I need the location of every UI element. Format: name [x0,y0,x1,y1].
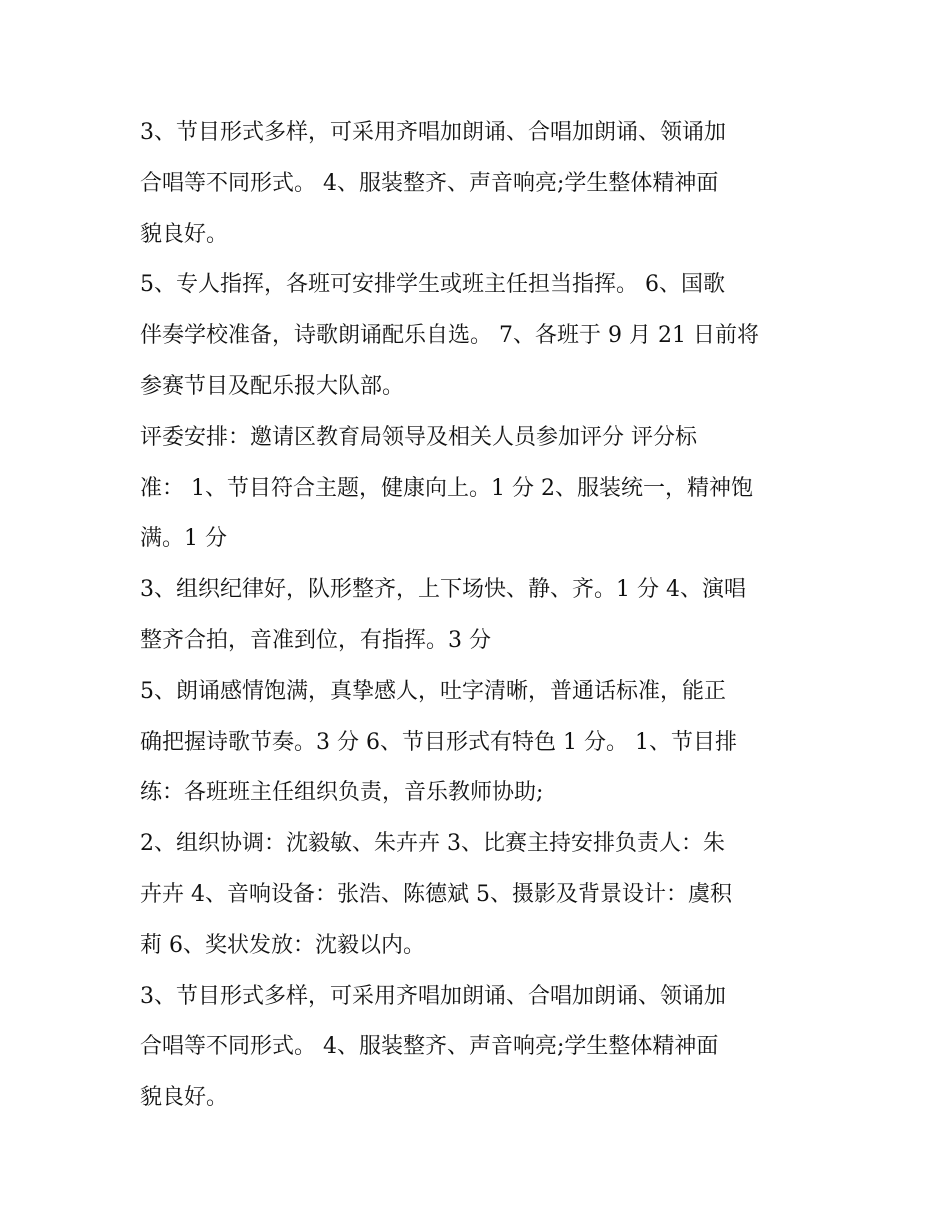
text-line: 评委安排：邀请区教育局领导及相关人员参加评分 评分标 [140,424,697,450]
text-line: 5、朗诵感情饱满，真挚感人，吐字清晰，普通话标准，能正 [140,678,726,704]
text-line: 满。1 分 [140,526,227,552]
text-line: 合唱等不同形式。 4、服装整齐、声音响亮;学生整体精神面 [140,1034,719,1060]
paragraph-discipline [140,565,820,667]
text-line: 确把握诗歌节奏。3 分 6、节目形式有特色 1 分。 1、节目排 [140,729,737,755]
paragraph-program-format [140,108,820,260]
paragraph-coordination [140,819,820,971]
text-line: 整齐合拍，音准到位，有指挥。3 分 [140,627,491,653]
text-line: 2、组织协调：沈毅敏、朱卉卉 3、比赛主持安排负责人：朱 [140,831,725,857]
text-line: 合唱等不同形式。 4、服装整齐、声音响亮;学生整体精神面 [140,170,719,196]
text-line: 参赛节目及配乐报大队部。 [140,373,405,399]
document-body [140,108,820,1124]
paragraph-conductor [140,260,820,412]
text-line: 5、专人指挥，各班可安排学生或班主任担当指挥。 6、国歌 [140,272,725,298]
text-line: 莉 6、奖状发放：沈毅以内。 [140,932,425,958]
paragraph-recitation [140,667,820,819]
text-line: 卉卉 4、音响设备：张浩、陈德斌 5、摄影及背景设计：虞积 [140,881,732,907]
text-line: 准： 1、节目符合主题，健康向上。1 分 2、服装统一，精神饱 [140,475,753,501]
text-line: 伴奏学校准备，诗歌朗诵配乐自选。 7、各班于 9 月 21 日前将 [140,323,759,349]
text-line: 貌良好。 [140,221,229,247]
text-line: 3、节目形式多样，可采用齐唱加朗诵、合唱加朗诵、领诵加 [140,120,726,145]
text-line: 貌良好。 [140,1085,229,1111]
text-line: 3、组织纪律好，队形整齐，上下场快、静、齐。1 分 4、演唱 [140,577,746,603]
paragraph-judges [140,413,820,565]
text-line: 练：各班班主任组织负责，音乐教师协助; [140,780,544,806]
paragraph-program-format-repeat [140,972,820,1124]
text-line: 3、节目形式多样，可采用齐唱加朗诵、合唱加朗诵、领诵加 [140,983,726,1009]
